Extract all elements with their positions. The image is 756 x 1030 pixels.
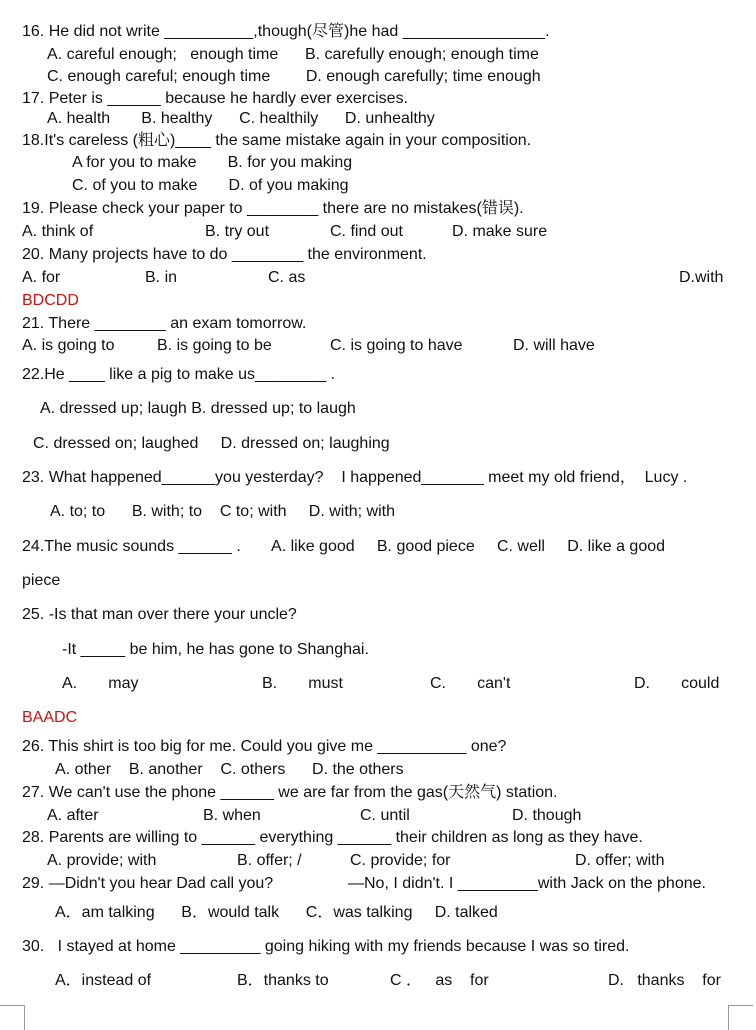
text-line: A. other B. another C. others D. the others xyxy=(55,761,404,778)
text-line: D. make sure xyxy=(452,223,548,240)
text-line: A. for xyxy=(22,269,61,286)
text-line: A. after xyxy=(47,807,99,824)
text-line: 21. There ________ an exam tomorrow. xyxy=(22,315,307,332)
text-line: 27. We can't use the phone ______ we are far from the gas(天然气) station. xyxy=(22,784,558,801)
text-line: A. to; to B. with; to C to; with D. with; with xyxy=(50,503,395,520)
text-line: B. is going to be xyxy=(157,337,272,354)
text-line: C. is going to have xyxy=(330,337,463,354)
text-line: B. must xyxy=(262,675,343,692)
text-line: D. will have xyxy=(513,337,595,354)
text-line: C ． as for xyxy=(390,972,489,989)
text-line: A. dressed up; laugh B. dressed up; to laugh xyxy=(40,400,356,417)
text-line: piece xyxy=(22,572,61,589)
text-line: D. could xyxy=(634,675,720,692)
text-line: B．thanks to xyxy=(237,972,329,989)
text-line: A. may xyxy=(62,675,139,692)
text-line: C. as xyxy=(268,269,306,286)
text-line: C. until xyxy=(360,807,410,824)
text-line: 17. Peter is ______ because he hardly ever exercises. xyxy=(22,90,409,107)
text-line: 19. Please check your paper to ________ there are no mistakes(错误). xyxy=(22,200,524,217)
text-line: C. of you to make D. of you making xyxy=(72,177,349,194)
text-line: A. is going to xyxy=(22,337,115,354)
text-line: 30. I stayed at home _________ going hiking with my friends because I was so tired. xyxy=(22,938,630,955)
text-line: 22.He ____ like a pig to make us________ . xyxy=(22,366,336,383)
text-line: D. offer; with xyxy=(575,852,665,869)
text-line: B. when xyxy=(203,807,261,824)
text-line: 28. Parents are willing to ______ everything ______ their children as long as they have. xyxy=(22,829,643,846)
text-line: C. enough careful; enough time D. enough carefully; time enough xyxy=(47,68,541,85)
answer-key-line: BAADC xyxy=(22,709,78,726)
text-line: A. think of xyxy=(22,223,94,240)
text-line: B. offer; / xyxy=(237,852,302,869)
text-line: D. though xyxy=(512,807,582,824)
text-line: 25. -Is that man over there your uncle? xyxy=(22,606,297,623)
text-line: A for you to make B. for you making xyxy=(72,154,353,171)
text-line: —No, I didn't. I _________with Jack on the phone. xyxy=(348,875,706,892)
text-line: C. find out xyxy=(330,223,403,240)
text-line: 24.The music sounds ______ . A. like good B. good piece C. well D. like a good xyxy=(22,538,666,555)
text-line: C. dressed on; laughed D. dressed on; laughing xyxy=(33,435,390,452)
text-line: A．instead of xyxy=(55,972,152,989)
page-corner-mark-left xyxy=(0,1005,25,1030)
text-line: A. provide; with xyxy=(47,852,157,869)
text-line: 18.It's careless (粗心)____ the same mistake again in your composition. xyxy=(22,132,532,149)
text-line: 23. What happened______you yesterday? I happened_______ meet my old friend， Lucy . xyxy=(22,469,688,486)
text-line: A. careful enough; enough time B. carefully enough; enough time xyxy=(47,46,539,63)
answer-key-line: BDCDD xyxy=(22,292,79,309)
text-line: B. in xyxy=(145,269,178,286)
text-line: B. try out xyxy=(205,223,270,240)
text-line: C. can't xyxy=(430,675,511,692)
text-line: 26. This shirt is too big for me. Could you give me __________ one? xyxy=(22,738,507,755)
text-line: -It _____ be him, he has gone to Shanghai. xyxy=(62,641,369,658)
text-line: 16. He did not write __________,though(尽管)he had ________________. xyxy=(22,23,550,40)
text-line: 29. —Didn't you hear Dad call you? xyxy=(22,875,274,892)
text-line: A．am talking B．would talk C．was talking D. talked xyxy=(55,904,498,921)
text-line: D. thanks for xyxy=(608,972,721,989)
text-line: D.with xyxy=(679,269,724,286)
text-line: C. provide; for xyxy=(350,852,451,869)
text-line: A. health B. healthy C. healthily D. unhealthy xyxy=(47,110,435,127)
text-line: 20. Many projects have to do ________ the environment. xyxy=(22,246,427,263)
page-corner-mark-right xyxy=(728,1005,753,1030)
